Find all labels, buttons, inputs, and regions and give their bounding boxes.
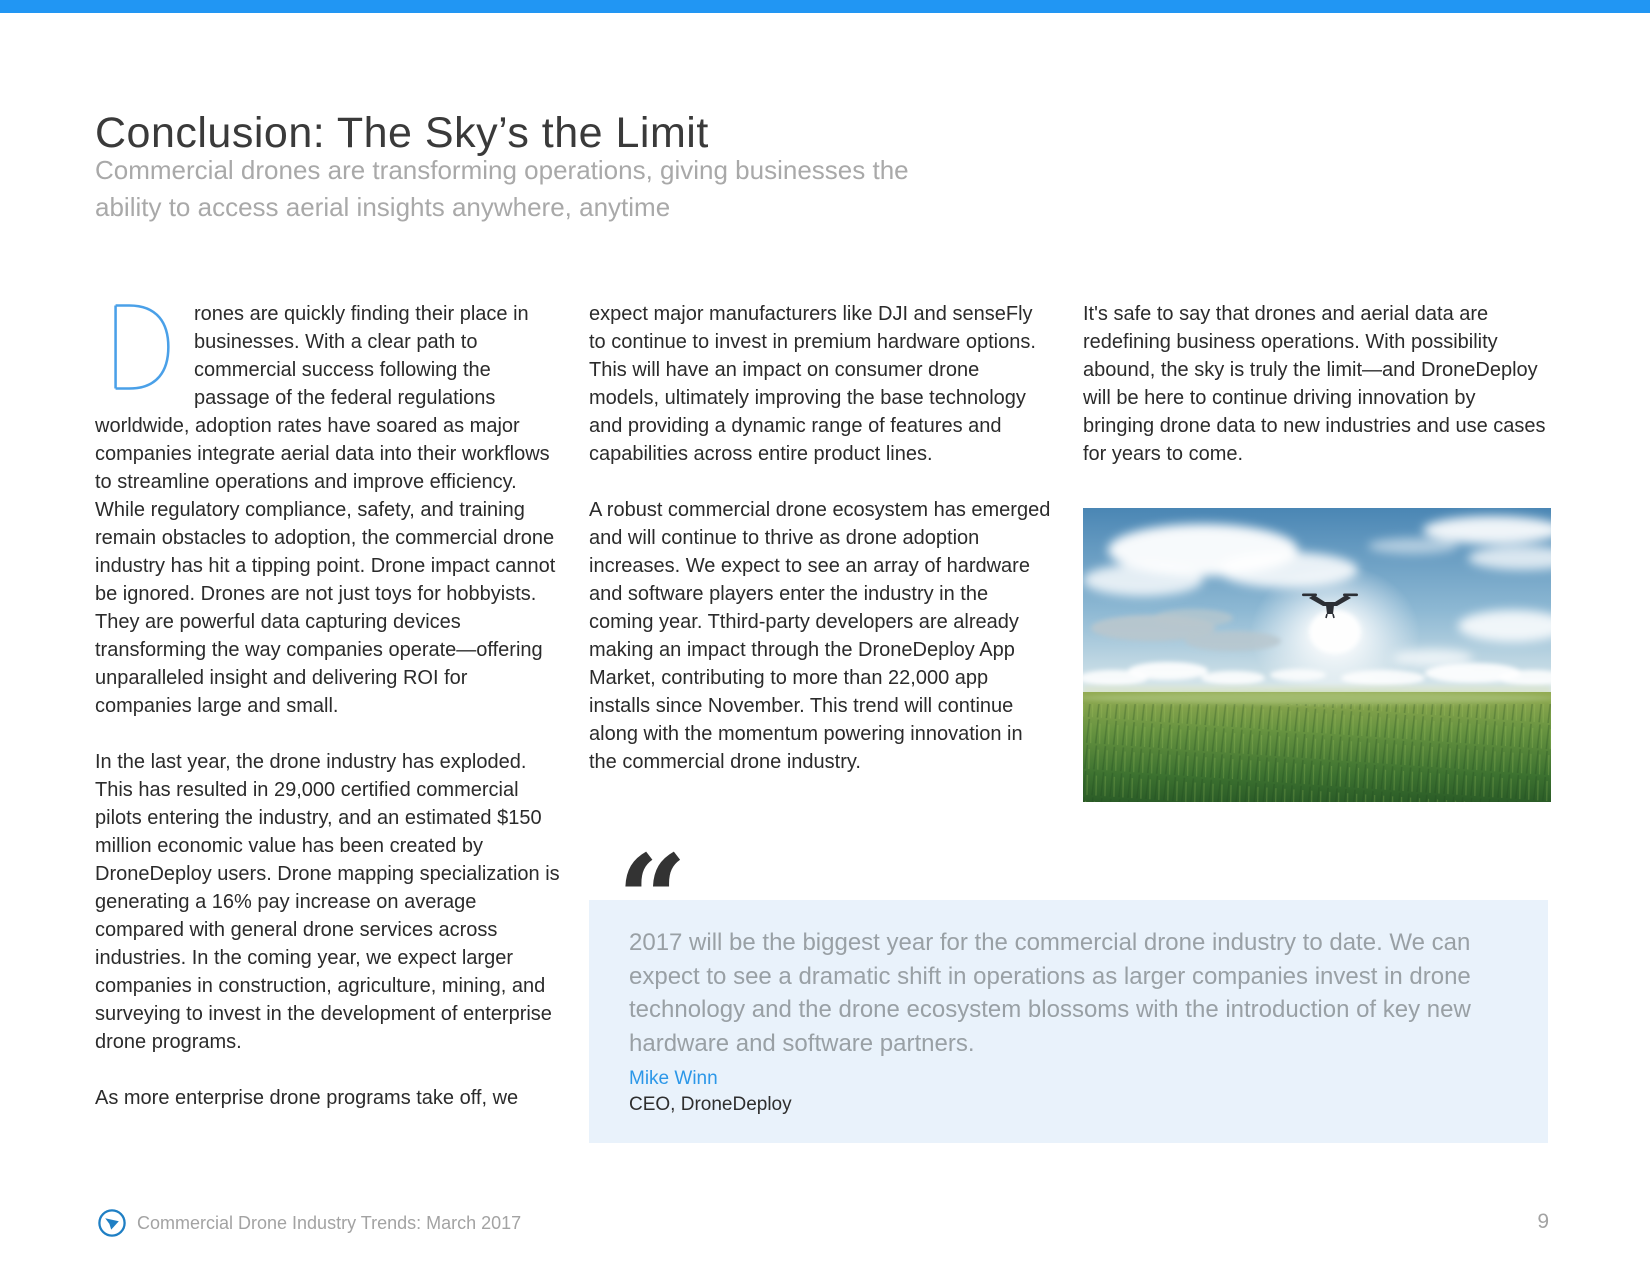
- text-column-3: [1083, 300, 1548, 496]
- page-subtitle: Commercial drones are transforming operations, giving businesses the ability to access aerial insights anywhere, anytime: [95, 155, 909, 222]
- paragraph: expect major manufacturers like DJI and senseFly to continue to invest in premium hardware options. This will have an impact on consumer drone models, ultimately improving the base technology and providing a dynamic range of features and capabilities across entire product lines.: [589, 303, 1036, 465]
- quote-author-title: CEO, DroneDeploy: [629, 1094, 792, 1115]
- drone-field-photo: [1083, 508, 1551, 802]
- open-quote-icon: “: [617, 827, 688, 971]
- top-accent-bar: [0, 0, 1650, 13]
- page-number: 9: [1537, 1210, 1549, 1233]
- dronedeploy-logo-icon: [97, 1208, 127, 1238]
- paragraph: [95, 300, 560, 720]
- paragraph-text: rones are quickly finding their place in businesses. With a clear path to commercial success following the passage of the federal regulations worldwide, adoption rates have soared as major companies integrate aerial data into their workflows to streamline operations and improve efficiency. While regulatory compliance, safety, and training remain obstacles to adoption, the commercial drone industry has hit a tipping point. Drone impact cannot be ignored. Drones are not just toys for hobbyists. They are powerful data capturing devices transforming the way companies operate—offering unparalleled insight and delivering ROI for companies large and small.: [95, 303, 556, 717]
- paragraph: As more enterprise drone programs take off, we: [95, 1087, 519, 1109]
- text-column-2: [589, 300, 1054, 804]
- footer-report-title: Commercial Drone Industry Trends: March 2017: [137, 1213, 522, 1233]
- page-footer: [95, 1208, 1555, 1242]
- text-column-1: [95, 300, 560, 1140]
- paragraph: In the last year, the drone industry has exploded. This has resulted in 29,000 certified commercial pilots entering the industry, and an estimated $150 million economic value has been created by DroneDeploy users. Drone mapping specialization is generating a 16% pay increase on average compared with general drone services across industries. In the coming year, we expect larger companies in construction, agriculture, mining, and surveying to invest in the development of enterprise drone programs.: [95, 751, 560, 1053]
- paragraph: A robust commercial drone ecosystem has emerged and will continue to thrive as drone adoption increases. We expect to see an array of hardware and software players enter the industry in the coming year. Tthird-party developers are already making an impact through the DroneDeploy App Market, contributing to more than 22,000 app installs since November. This trend will continue along with the momentum powering innovation in the commercial drone industry.: [589, 499, 1051, 773]
- pull-quote-box: [589, 827, 1548, 1143]
- quote-author-link[interactable]: Mike Winn: [629, 1068, 718, 1089]
- dropcap-letter-d: [108, 304, 172, 390]
- quote-text: 2017 will be the biggest year for the commercial drone industry to date. We can expect to see a dramatic shift in operations as larger companies invest in drone technology and the drone ecosystem blossoms with the introduction of key new hardware and software partners.: [629, 929, 1471, 1057]
- paragraph: It's safe to say that drones and aerial data are redefining business operations. With possibility abound, the sky is truly the limit—and DroneDeploy will be here to continue driving innovation by bringing drone data to new industries and use cases for years to come.: [1083, 303, 1546, 465]
- page-title: Conclusion: The Sky’s the Limit: [95, 108, 709, 157]
